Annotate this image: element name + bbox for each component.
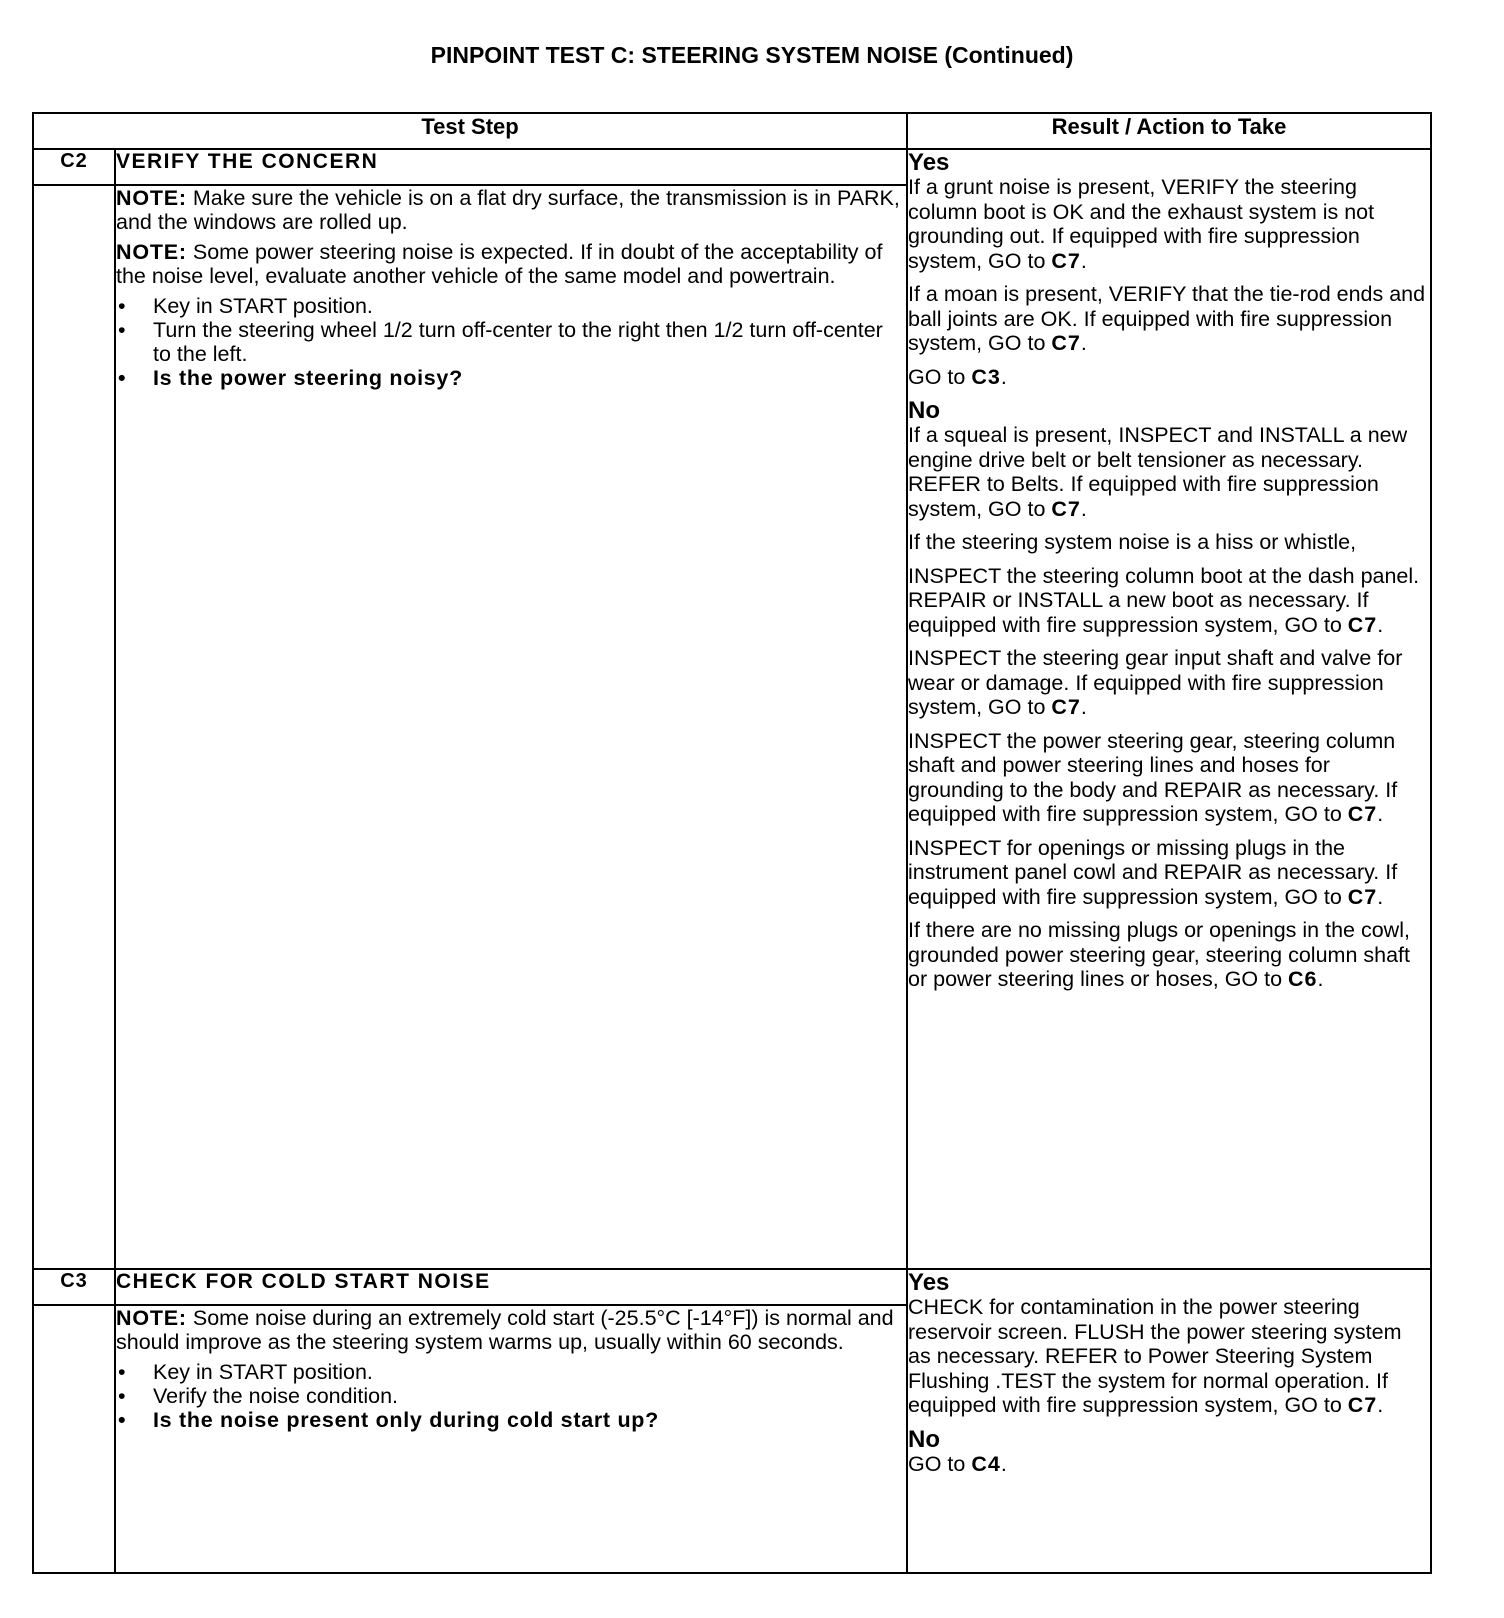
step-bullets — [116, 294, 906, 390]
note: NOTE: Make sure the vehicle is on a flat dry surface, the transmission is in PARK, and the windows are rolled up. — [116, 186, 900, 234]
result-item: INSPECT the steering gear input shaft and valve for wear or damage. If equipped with fire suppression system, GO to C7. — [908, 646, 1403, 719]
note: NOTE: Some power steering noise is expected. If in doubt of the acceptability of the noise level, evaluate another vehicle of the same model and powertrain. — [116, 240, 883, 288]
step-c2-instructions — [115, 185, 907, 1269]
no-label: No — [908, 397, 941, 424]
step-title-c2: VERIFY THE CONCERN — [115, 149, 907, 185]
table-header-row — [33, 113, 1431, 149]
step-bullet: • Verify the noise condition. — [116, 1384, 906, 1408]
result-item: INSPECT for openings or missing plugs in the instrument panel cowl and REPAIR as necessary. If equipped with fire suppression system, GO to C7. — [908, 835, 1398, 909]
step-id-spacer — [33, 1305, 115, 1573]
step-c3-result — [907, 1269, 1431, 1573]
step-question: • Is the noise present only during cold start up? — [116, 1408, 906, 1432]
step-question: • Is the power steering noisy? — [116, 366, 906, 390]
result-item: If there are no missing plugs or openings in the cowl, grounded power steering gear, steering column shaft or power steering lines or hoses, GO to C6. — [908, 918, 1410, 991]
result-item: If a grunt noise is present, VERIFY the steering column boot is OK and the exhaust system is not grounding out. If equipped with fire suppression system, GO to C7. — [908, 175, 1375, 273]
step-bullet: • Turn the steering wheel 1/2 turn off-center to the right then 1/2 turn off-center to the left. — [116, 318, 906, 366]
result-item: If the steering system noise is a hiss or whistle, — [908, 530, 1357, 554]
step-link[interactable]: C6 — [1288, 967, 1318, 991]
step-link[interactable]: C7 — [1051, 695, 1081, 719]
step-c2-title-row — [33, 149, 1431, 185]
step-link[interactable]: C7 — [1051, 248, 1081, 273]
step-link[interactable]: C7 — [1347, 884, 1378, 909]
yes-label: Yes — [908, 1269, 950, 1296]
result-item: CHECK for contamination in the power steering reservoir screen. FLUSH the power steering system as necessary. REFER to Power Steering System Flushing .TEST the system for normal operation. If equipped with fire suppression system, GO to C7. — [908, 1295, 1402, 1417]
result-item: INSPECT the steering column boot at the dash panel. REPAIR or INSTALL a new boot as necessary. If equipped with fire suppression system, GO to C7. — [908, 563, 1420, 637]
step-id-spacer — [33, 185, 115, 1269]
step-id-c2: C2 — [33, 149, 115, 185]
step-c3-instructions — [115, 1305, 907, 1573]
yes-label: Yes — [908, 149, 950, 176]
step-link[interactable]: C7 — [1051, 331, 1081, 355]
no-label: No — [908, 1425, 941, 1453]
step-id-c3: C3 — [33, 1269, 115, 1305]
step-bullet: • Key in START position. — [116, 1360, 906, 1384]
step-link[interactable]: C7 — [1347, 612, 1378, 637]
step-link[interactable]: C7 — [1347, 802, 1378, 826]
step-c2-result — [907, 149, 1431, 1269]
pinpoint-test-table — [32, 112, 1432, 1574]
result-header: Result / Action to Take — [907, 113, 1431, 149]
step-bullets — [116, 1360, 906, 1432]
step-bullet: • Key in START position. — [116, 294, 906, 318]
step-link[interactable]: C3 — [971, 364, 1001, 389]
result-item: If a moan is present, VERIFY that the tie-rod ends and ball joints are OK. If equipped with fire suppression system, GO to C7. — [908, 282, 1426, 355]
note: NOTE: Some noise during an extremely cold start (-25.5°C [-14°F]) is normal and should improve as the steering system warms up, usually within 60 seconds. — [116, 1306, 894, 1354]
step-c3-title-row — [33, 1269, 1431, 1305]
result-item: GO to C4. — [908, 1451, 1007, 1476]
result-item: INSPECT the power steering gear, steering column shaft and power steering lines and hoses for grounding to the body and REPAIR as necessary. If equipped with fire suppression system, GO to C7. — [908, 728, 1398, 826]
result-item: GO to C3. — [908, 364, 1007, 389]
step-title-c3: CHECK FOR COLD START NOISE — [115, 1269, 907, 1305]
step-link[interactable]: C4 — [971, 1451, 1001, 1476]
step-link[interactable]: C7 — [1347, 1393, 1378, 1417]
page-title: PINPOINT TEST C: STEERING SYSTEM NOISE (Continued) — [430, 42, 1074, 68]
test-step-header: Test Step — [33, 113, 907, 149]
step-link[interactable]: C7 — [1051, 496, 1081, 521]
result-item: If a squeal is present, INSPECT and INSTALL a new engine drive belt or belt tensioner as necessary. REFER to Belts. If equipped with fire suppression system, GO to C7. — [908, 423, 1408, 521]
